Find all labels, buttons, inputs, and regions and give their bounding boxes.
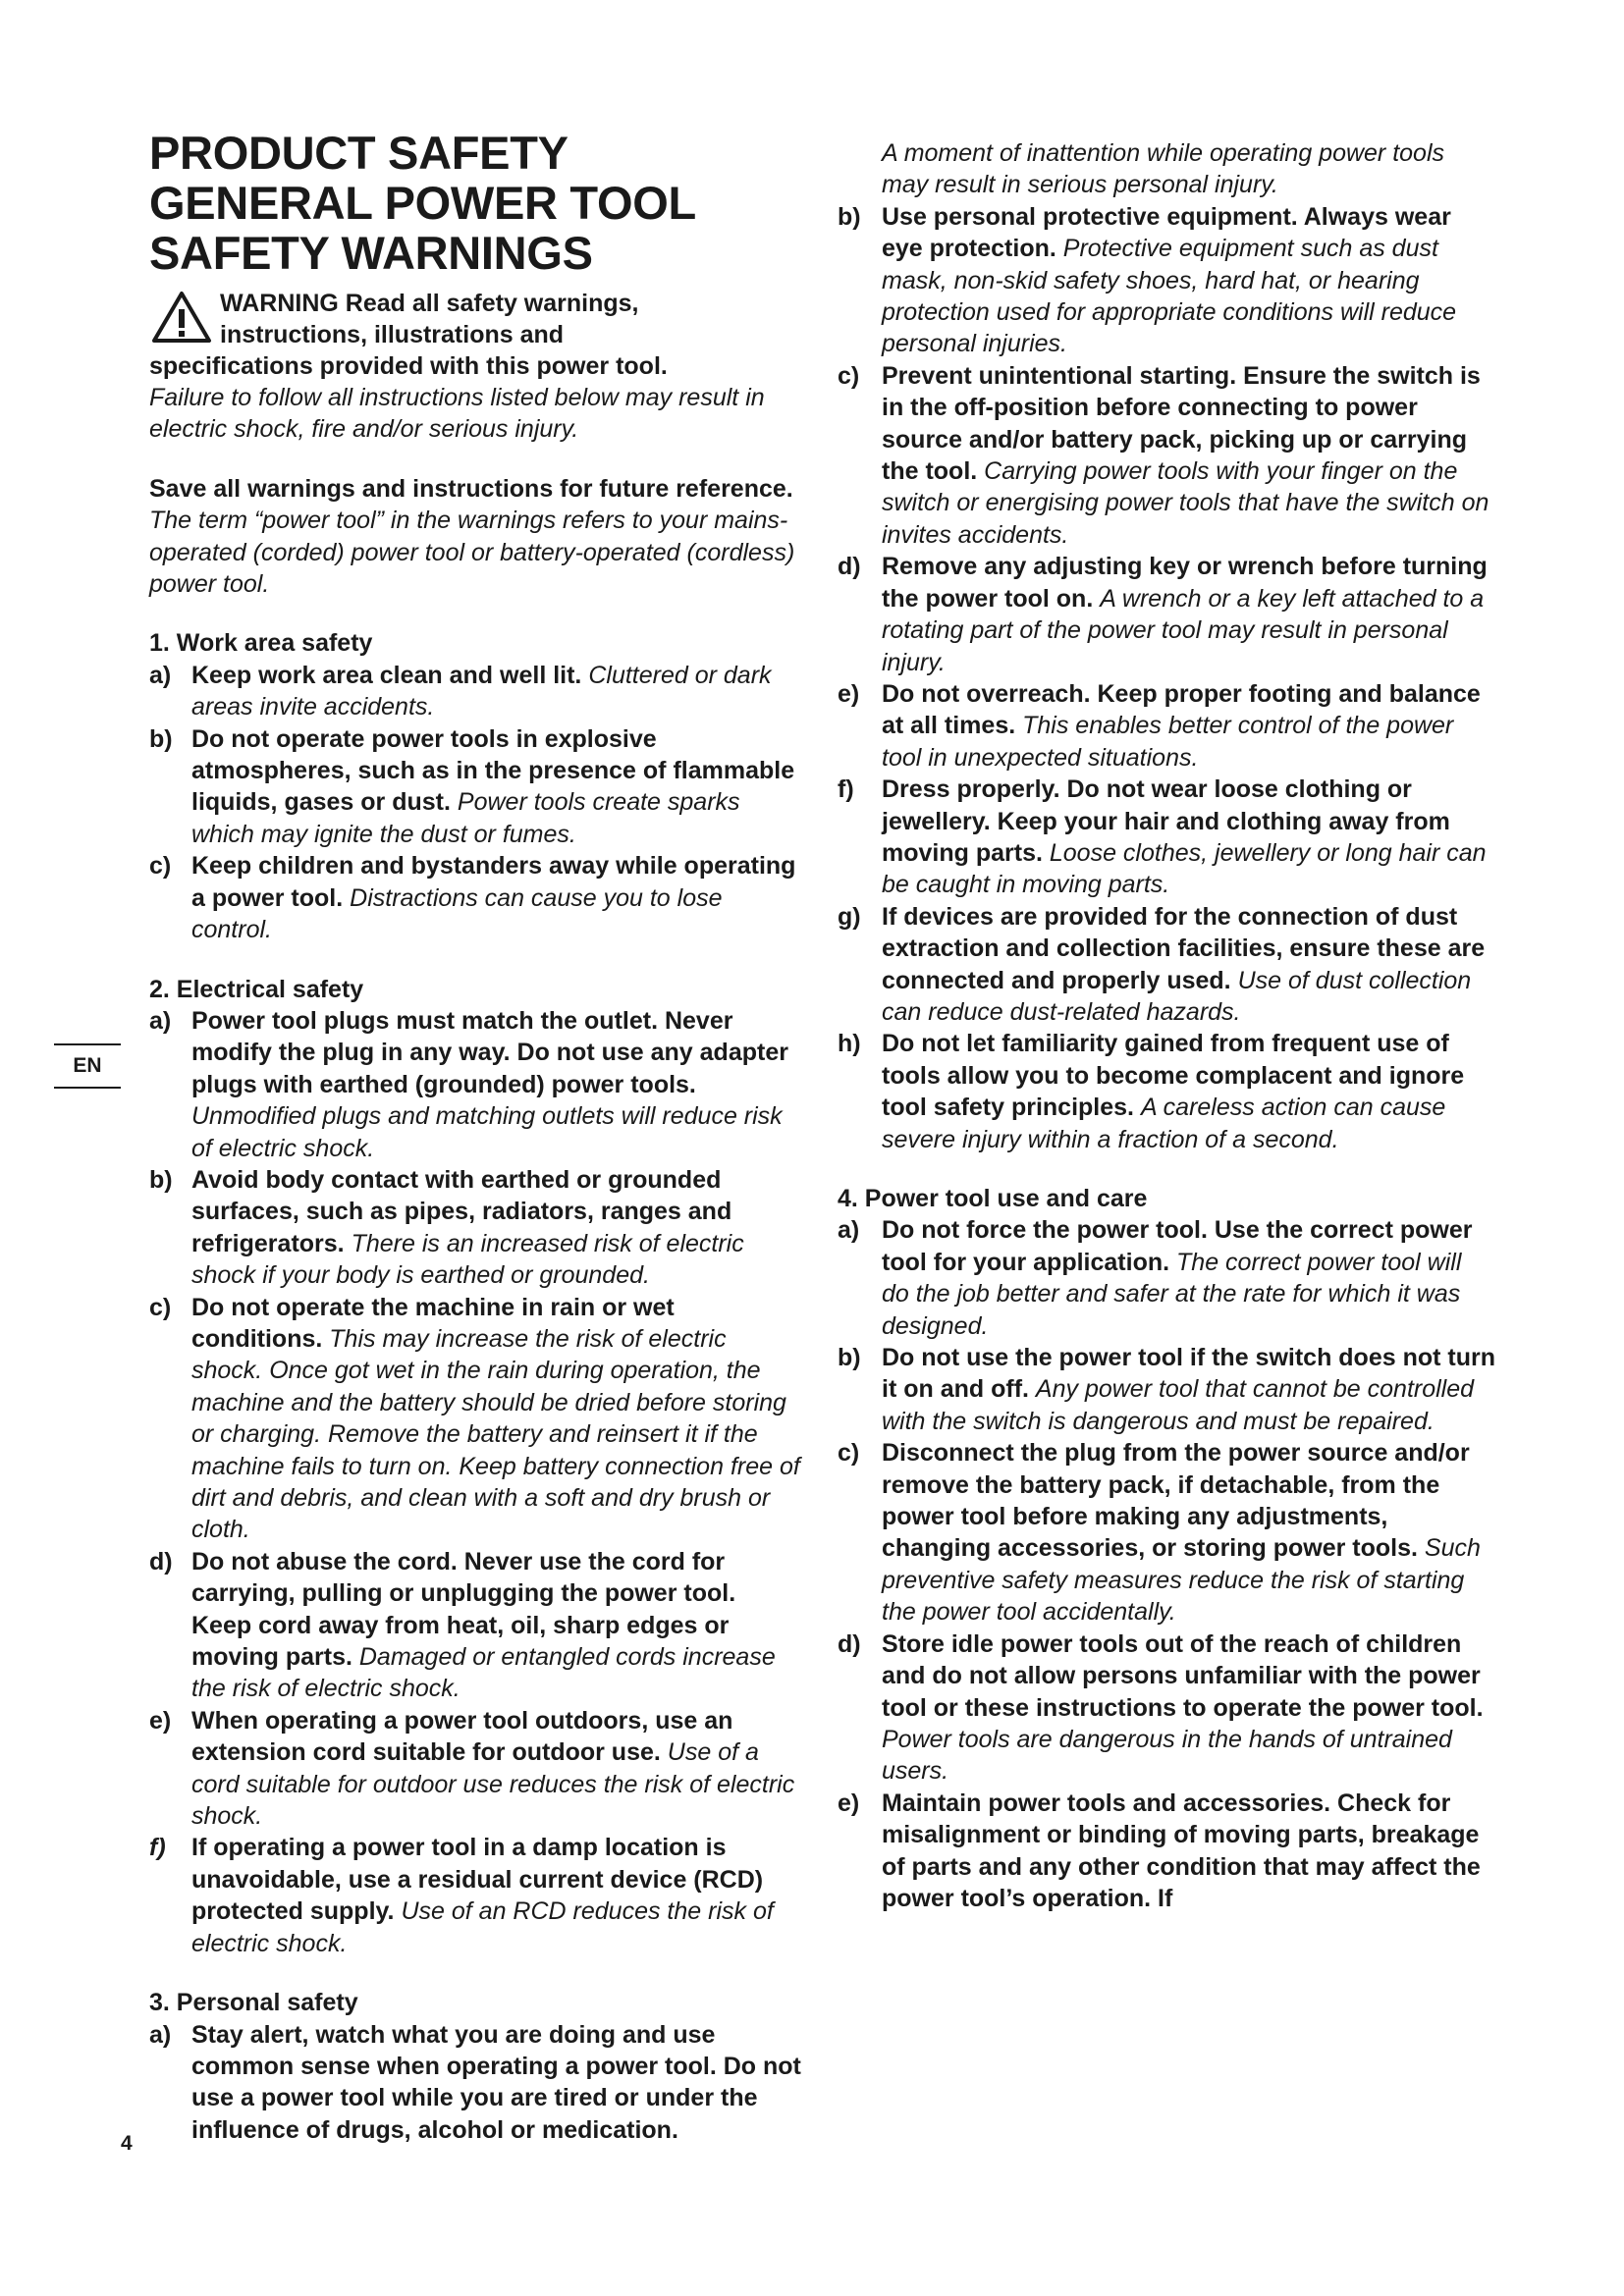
- left-column: [149, 128, 802, 2146]
- list-item: c) Do not operate the machine in rain or wet conditions. This may increase the risk of electric shock. Once got wet in the rain during operation, the machine and the battery should be dried before storing or charging. Remove the battery and reinsert it if the machine fails to turn on. Keep battery connection free of dirt and debris, and clean with a soft and dry brush or cloth.: [149, 1293, 800, 1544]
- language-tab: [54, 1043, 121, 1089]
- warning-detail: Failure to follow all instructions listed below may result in electric shock, fire and/or serious injury.: [149, 384, 765, 444]
- list-item-continued: A moment of inattention while operating power tools may result in serious personal injury.: [882, 139, 1445, 199]
- warning-triangle-icon: [151, 291, 212, 346]
- list-item: f) If operating a power tool in a damp location is unavoidable, use a residual current device (RCD) protected supply. Use of an RCD reduces the risk of electric shock.: [149, 1834, 774, 1957]
- list-item: d) Do not abuse the cord. Never use the cord for carrying, pulling or unplugging the power tool. Keep cord away from heat, oil, sharp edges or moving parts. Damaged or entangled cords increase the risk of electric shock.: [149, 1547, 776, 1703]
- warning-intro: WARNING Read all safety warnings, instructions, illustrations and specifications provided with this power tool. Failure to follow all instructions listed below may result in electric shock, fire and/or serious injury.: [149, 288, 802, 446]
- section-electrical: [149, 974, 802, 1960]
- list-item: a) Keep work area clean and well lit. Cluttered or dark areas invite accidents.: [149, 661, 772, 721]
- list-item: c) Keep children and bystanders away while operating a power tool. Distractions can cause you to lose control.: [149, 852, 796, 944]
- right-column: [838, 137, 1495, 1914]
- section-personal: [149, 1987, 802, 2146]
- list-item: e) Maintain power tools and accessories. Check for misalignment or binding of moving parts, breakage of parts and any other condition that may affect the power tool’s operation. If: [838, 1789, 1481, 1912]
- divider: [54, 1087, 121, 1089]
- section-work-area: [149, 627, 802, 945]
- save-notice-detail: The term “power tool” in the warnings refers to your mains-operated (corded) power tool or battery-operated (cordless) power tool.: [149, 507, 795, 599]
- list-item: b) Do not use the power tool if the switch does not turn it on and off. Any power tool that cannot be controlled with the switch is dangerous and must be repaired.: [838, 1344, 1495, 1435]
- section-title: 3. Personal safety: [149, 1989, 358, 2017]
- save-notice: Save all warnings and instructions for future reference.: [149, 474, 793, 503]
- list-item: e) When operating a power tool outdoors, use an extension cord suitable for outdoor use. Use of a cord suitable for outdoor use reduces the risk of electric shock.: [149, 1706, 795, 1831]
- list-item: f) Dress properly. Do not wear loose clothing or jewellery. Keep your hair and clothing away from moving parts. Loose clothes, jewellery or long hair can be caught in moving parts.: [838, 775, 1487, 899]
- section-tool-use: [838, 1183, 1495, 1914]
- list-item: c) Disconnect the plug from the power source and/or remove the battery pack, if detachable, from the power tool before making any adjustments, changing accessories, or storing power tools. Such preventive safety measures reduce the risk of starting the power tool accidentally.: [838, 1439, 1481, 1627]
- list-item: b) Use personal protective equipment. Always wear eye protection. Protective equipment such as dust mask, non-skid safety shoes, hard hat, or hearing protection used for appropriate conditions will reduce personal injuries.: [838, 202, 1457, 358]
- page-title: PRODUCT SAFETY GENERAL POWER TOOL SAFETY WARNINGS: [149, 127, 696, 279]
- list-item: b) Avoid body contact with earthed or grounded surfaces, such as pipes, radiators, ranges and refrigerators. There is an increased risk of electric shock if your body is earthed or grounded.: [149, 1165, 744, 1290]
- list-item: c) Prevent unintentional starting. Ensure the switch is in the off-position before connecting to power source and/or battery pack, picking up or carrying the tool. Carrying power tools with your finger on the switch or energising power tools that have the switch on invites accidents.: [838, 361, 1489, 549]
- list-item: a) Power tool plugs must match the outlet. Never modify the plug in any way. Do not use any adapter plugs with earthed (grounded) power tools. Unmodified plugs and matching outlets will reduce risk of electric shock.: [149, 1006, 788, 1162]
- list-item: d) Store idle power tools out of the reach of children and do not allow persons unfamiliar with the power tool or these instructions to operate the power tool. Power tools are dangerous in the hands of untrained users.: [838, 1629, 1484, 1786]
- list-item: g) If devices are provided for the connection of dust extraction and collection facilities, ensure these are connected and properly used. Use of dust collection can reduce dust-related hazards.: [838, 902, 1486, 1026]
- section-title: 1. Work area safety: [149, 629, 373, 658]
- list-item: h) Do not let familiarity gained from frequent use of tools allow you to become complacent and ignore tool safety principles. A careless action can cause severe injury within a fraction of a second.: [838, 1030, 1465, 1153]
- list-item: b) Do not operate power tools in explosive atmospheres, such as in the presence of flammable liquids, gases or dust. Power tools create sparks which may ignite the dust or fumes.: [149, 724, 795, 848]
- list-item: e) Do not overreach. Keep proper footing and balance at all times. This enables better control of the power tool in unexpected situations.: [838, 679, 1481, 772]
- page-number: 4: [121, 2132, 133, 2155]
- section-title: 4. Power tool use and care: [838, 1185, 1148, 1212]
- section-title: 2. Electrical safety: [149, 975, 364, 1003]
- list-item: a) Stay alert, watch what you are doing and use common sense when operating a power tool. Do not use a power tool while you are tired or under the influence of drugs, alcohol or medication.: [149, 2020, 801, 2144]
- list-item: d) Remove any adjusting key or wrench before turning the power tool on. A wrench or a key left attached to a rotating part of the power tool may result in personal injury.: [838, 553, 1488, 676]
- language-label: EN: [73, 1054, 102, 1077]
- list-item: a) Do not force the power tool. Use the correct power tool for your application. The correct power tool will do the job better and safer at the rate for which it was designed.: [838, 1216, 1473, 1340]
